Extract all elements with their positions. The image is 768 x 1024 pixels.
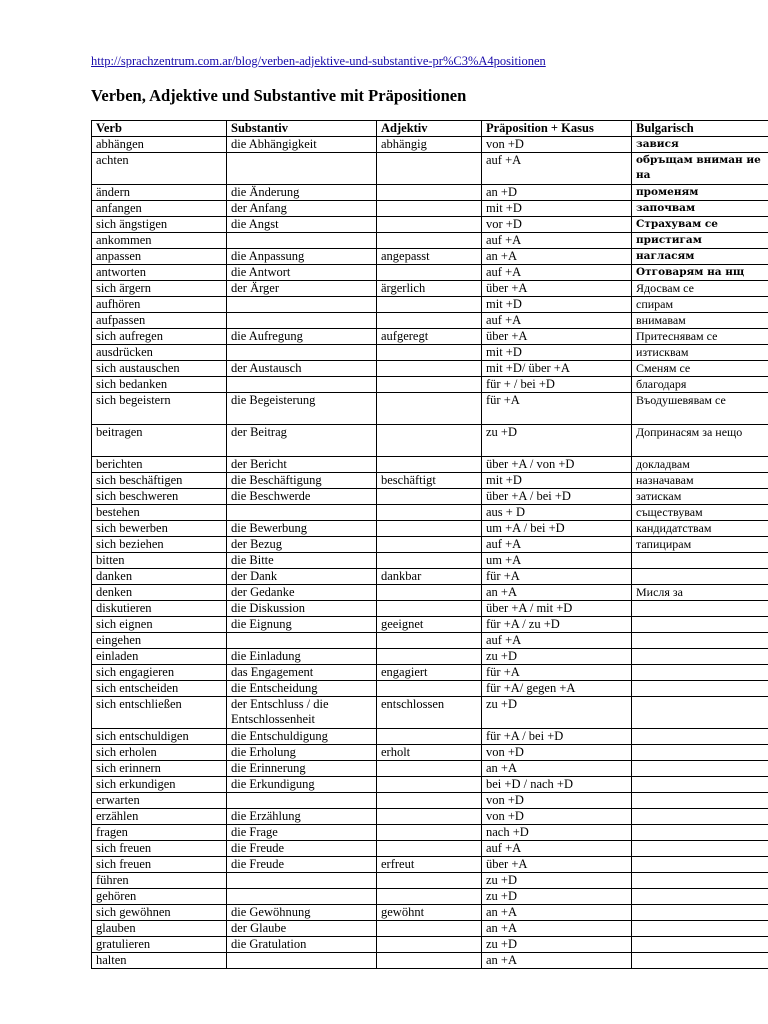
cell-verb: aufpassen — [92, 313, 227, 329]
cell-preposition: für +A / zu +D — [482, 617, 632, 633]
cell-noun: die Bitte — [227, 553, 377, 569]
cell-verb: danken — [92, 569, 227, 585]
table-row — [92, 809, 768, 825]
cell-noun — [227, 233, 377, 249]
table-row — [92, 329, 768, 345]
cell-bulgarian: кандидатствам — [632, 521, 768, 537]
cell-preposition: zu +D — [482, 937, 632, 953]
table-row — [92, 729, 768, 745]
cell-bulgarian: благодаря — [632, 377, 768, 393]
cell-verb: sich freuen — [92, 857, 227, 873]
cell-adjective: aufgeregt — [377, 329, 482, 345]
cell-preposition: mit +D — [482, 473, 632, 489]
cell-preposition: um +A / bei +D — [482, 521, 632, 537]
cell-verb: sich ärgern — [92, 281, 227, 297]
cell-bulgarian — [632, 889, 768, 905]
cell-bulgarian — [632, 937, 768, 953]
cell-bulgarian — [632, 761, 768, 777]
cell-preposition: auf +A — [482, 233, 632, 249]
cell-bulgarian: съществувам — [632, 505, 768, 521]
cell-bulgarian — [632, 569, 768, 585]
cell-adjective — [377, 793, 482, 809]
cell-verb: gratulieren — [92, 937, 227, 953]
cell-bulgarian: Мисля за — [632, 585, 768, 601]
cell-verb: gehören — [92, 889, 227, 905]
table-row — [92, 265, 768, 281]
table-row — [92, 649, 768, 665]
cell-preposition: nach +D — [482, 825, 632, 841]
cell-noun — [227, 633, 377, 649]
table-row — [92, 681, 768, 697]
cell-adjective — [377, 649, 482, 665]
table-row — [92, 665, 768, 681]
cell-verb: sich erholen — [92, 745, 227, 761]
cell-verb: berichten — [92, 457, 227, 473]
cell-preposition: über +A / bei +D — [482, 489, 632, 505]
cell-adjective — [377, 921, 482, 937]
table-row — [92, 233, 768, 249]
cell-verb: aufhören — [92, 297, 227, 313]
cell-noun: der Entschluss / die Entschlossenheit — [227, 697, 377, 729]
cell-adjective — [377, 761, 482, 777]
cell-bulgarian: Допринасям за нещо — [632, 425, 768, 457]
table-row — [92, 201, 768, 217]
table-row — [92, 569, 768, 585]
column-header-adjective: Adjektiv — [377, 121, 482, 137]
table-row — [92, 889, 768, 905]
cell-bulgarian — [632, 809, 768, 825]
cell-verb: sich beziehen — [92, 537, 227, 553]
cell-preposition: mit +D/ über +A — [482, 361, 632, 377]
table-row — [92, 601, 768, 617]
preposition-table — [91, 120, 768, 969]
table-row — [92, 761, 768, 777]
cell-noun: die Freude — [227, 841, 377, 857]
table-row — [92, 841, 768, 857]
cell-noun: die Einladung — [227, 649, 377, 665]
cell-adjective — [377, 729, 482, 745]
cell-noun — [227, 873, 377, 889]
cell-preposition: auf +A — [482, 537, 632, 553]
cell-preposition: aus + D — [482, 505, 632, 521]
cell-verb: anpassen — [92, 249, 227, 265]
cell-verb: ändern — [92, 185, 227, 201]
cell-adjective — [377, 457, 482, 473]
cell-adjective: angepasst — [377, 249, 482, 265]
cell-noun: die Gewöhnung — [227, 905, 377, 921]
cell-adjective — [377, 297, 482, 313]
cell-verb: fragen — [92, 825, 227, 841]
cell-adjective — [377, 889, 482, 905]
cell-preposition: über +A / von +D — [482, 457, 632, 473]
cell-bulgarian: Ядосвам се — [632, 281, 768, 297]
cell-verb: einladen — [92, 649, 227, 665]
cell-bulgarian — [632, 873, 768, 889]
cell-adjective — [377, 873, 482, 889]
table-row — [92, 185, 768, 201]
column-header-verb: Verb — [92, 121, 227, 137]
cell-bulgarian: назначавам — [632, 473, 768, 489]
table-row — [92, 921, 768, 937]
table-row — [92, 505, 768, 521]
cell-preposition: an +A — [482, 905, 632, 921]
cell-adjective — [377, 313, 482, 329]
cell-adjective: erfreut — [377, 857, 482, 873]
cell-noun: der Glaube — [227, 921, 377, 937]
cell-adjective: erholt — [377, 745, 482, 761]
cell-bulgarian: внимавам — [632, 313, 768, 329]
table-row — [92, 137, 768, 153]
table-header-row — [92, 121, 768, 137]
cell-noun: der Austausch — [227, 361, 377, 377]
cell-bulgarian: завися — [632, 137, 768, 153]
cell-adjective: abhängig — [377, 137, 482, 153]
cell-preposition: an +A — [482, 921, 632, 937]
cell-preposition: auf +A — [482, 265, 632, 281]
cell-verb: sich austauschen — [92, 361, 227, 377]
cell-verb: sich entschuldigen — [92, 729, 227, 745]
table-row — [92, 361, 768, 377]
cell-adjective — [377, 777, 482, 793]
cell-preposition: an +A — [482, 585, 632, 601]
cell-adjective — [377, 201, 482, 217]
cell-adjective — [377, 681, 482, 697]
cell-noun: der Bericht — [227, 457, 377, 473]
cell-adjective — [377, 217, 482, 233]
cell-adjective: dankbar — [377, 569, 482, 585]
cell-noun — [227, 953, 377, 969]
cell-preposition: von +D — [482, 745, 632, 761]
cell-noun: die Erinnerung — [227, 761, 377, 777]
cell-noun: die Beschwerde — [227, 489, 377, 505]
cell-preposition: für +A/ gegen +A — [482, 681, 632, 697]
cell-noun — [227, 313, 377, 329]
cell-verb: erwarten — [92, 793, 227, 809]
cell-noun: der Ärger — [227, 281, 377, 297]
table-row — [92, 345, 768, 361]
cell-preposition: an +D — [482, 185, 632, 201]
cell-bulgarian: Страхувам се — [632, 217, 768, 233]
cell-preposition: auf +A — [482, 633, 632, 649]
cell-bulgarian — [632, 601, 768, 617]
cell-preposition: für + / bei +D — [482, 377, 632, 393]
cell-bulgarian — [632, 665, 768, 681]
cell-verb: sich entschließen — [92, 697, 227, 729]
cell-bulgarian: тапицирам — [632, 537, 768, 553]
cell-verb: sich gewöhnen — [92, 905, 227, 921]
cell-verb: ankommen — [92, 233, 227, 249]
table-row — [92, 825, 768, 841]
table-row — [92, 937, 768, 953]
cell-bulgarian: спирам — [632, 297, 768, 313]
table-row — [92, 873, 768, 889]
cell-verb: sich beschweren — [92, 489, 227, 505]
cell-verb: sich entscheiden — [92, 681, 227, 697]
cell-bulgarian: пристигам — [632, 233, 768, 249]
source-link[interactable]: http://sprachzentrum.com.ar/blog/verben-adjektive-und-substantive-pr%C3%A4positionen — [91, 54, 546, 68]
cell-verb: sich beschäftigen — [92, 473, 227, 489]
cell-bulgarian: Сменям се — [632, 361, 768, 377]
cell-preposition: auf +A — [482, 313, 632, 329]
cell-noun — [227, 793, 377, 809]
page-title: Verben, Adjektive und Substantive mit Präpositionen — [91, 86, 467, 105]
cell-adjective — [377, 825, 482, 841]
cell-adjective: geeignet — [377, 617, 482, 633]
table-row — [92, 281, 768, 297]
column-header-preposition: Präposition + Kasus — [482, 121, 632, 137]
column-header-noun: Substantiv — [227, 121, 377, 137]
cell-preposition: für +A / bei +D — [482, 729, 632, 745]
cell-adjective — [377, 537, 482, 553]
table-row — [92, 521, 768, 537]
cell-preposition: für +A — [482, 665, 632, 681]
cell-verb: sich eignen — [92, 617, 227, 633]
cell-verb: anfangen — [92, 201, 227, 217]
cell-noun: die Anpassung — [227, 249, 377, 265]
cell-bulgarian: Отговарям на нщ — [632, 265, 768, 281]
cell-verb: sich erkundigen — [92, 777, 227, 793]
cell-bulgarian: обръщам вниман ие на — [632, 153, 768, 185]
cell-verb: erzählen — [92, 809, 227, 825]
cell-bulgarian — [632, 553, 768, 569]
table-row — [92, 489, 768, 505]
cell-adjective — [377, 937, 482, 953]
cell-preposition: zu +D — [482, 425, 632, 457]
cell-verb: diskutieren — [92, 601, 227, 617]
cell-verb: ausdrücken — [92, 345, 227, 361]
cell-adjective: entschlossen — [377, 697, 482, 729]
cell-adjective — [377, 553, 482, 569]
table-row — [92, 553, 768, 569]
table-row — [92, 425, 768, 457]
table-row — [92, 153, 768, 185]
cell-preposition: zu +D — [482, 697, 632, 729]
cell-adjective: gewöhnt — [377, 905, 482, 921]
cell-verb: sich begeistern — [92, 393, 227, 425]
cell-noun: die Erkundigung — [227, 777, 377, 793]
cell-preposition: um +A — [482, 553, 632, 569]
cell-adjective: beschäftigt — [377, 473, 482, 489]
cell-adjective — [377, 809, 482, 825]
cell-noun: die Freude — [227, 857, 377, 873]
cell-bulgarian — [632, 953, 768, 969]
table-row — [92, 377, 768, 393]
cell-bulgarian — [632, 649, 768, 665]
cell-verb: beitragen — [92, 425, 227, 457]
cell-preposition: mit +D — [482, 201, 632, 217]
cell-bulgarian — [632, 921, 768, 937]
cell-bulgarian: затискам — [632, 489, 768, 505]
table-row — [92, 857, 768, 873]
table-row — [92, 617, 768, 633]
cell-adjective — [377, 953, 482, 969]
table-row — [92, 313, 768, 329]
cell-bulgarian — [632, 777, 768, 793]
cell-bulgarian: изтисквам — [632, 345, 768, 361]
cell-verb: bitten — [92, 553, 227, 569]
cell-noun — [227, 889, 377, 905]
cell-noun — [227, 345, 377, 361]
cell-adjective — [377, 185, 482, 201]
cell-noun: die Beschäftigung — [227, 473, 377, 489]
cell-preposition: an +A — [482, 249, 632, 265]
cell-preposition: vor +D — [482, 217, 632, 233]
cell-adjective — [377, 265, 482, 281]
cell-preposition: auf +A — [482, 153, 632, 185]
cell-adjective — [377, 489, 482, 505]
table-row — [92, 777, 768, 793]
cell-noun: die Antwort — [227, 265, 377, 281]
cell-preposition: zu +D — [482, 873, 632, 889]
cell-bulgarian — [632, 697, 768, 729]
cell-bulgarian: променям — [632, 185, 768, 201]
cell-noun: die Änderung — [227, 185, 377, 201]
cell-adjective — [377, 585, 482, 601]
cell-bulgarian: Въодушевявам се — [632, 393, 768, 425]
cell-noun: die Erholung — [227, 745, 377, 761]
cell-preposition: von +D — [482, 793, 632, 809]
cell-preposition: von +D — [482, 137, 632, 153]
cell-bulgarian — [632, 617, 768, 633]
cell-preposition: mit +D — [482, 297, 632, 313]
cell-bulgarian: нагласям — [632, 249, 768, 265]
cell-preposition: bei +D / nach +D — [482, 777, 632, 793]
cell-noun — [227, 297, 377, 313]
cell-noun: die Gratulation — [227, 937, 377, 953]
cell-noun — [227, 377, 377, 393]
cell-verb: sich aufregen — [92, 329, 227, 345]
cell-preposition: zu +D — [482, 889, 632, 905]
cell-adjective — [377, 633, 482, 649]
cell-noun: die Bewerbung — [227, 521, 377, 537]
cell-verb: glauben — [92, 921, 227, 937]
table-row — [92, 697, 768, 729]
cell-noun: das Engagement — [227, 665, 377, 681]
cell-verb: halten — [92, 953, 227, 969]
table-row — [92, 953, 768, 969]
cell-preposition: an +A — [482, 953, 632, 969]
cell-bulgarian: започвам — [632, 201, 768, 217]
cell-adjective — [377, 521, 482, 537]
cell-verb: antworten — [92, 265, 227, 281]
cell-adjective — [377, 393, 482, 425]
cell-preposition: über +A — [482, 329, 632, 345]
cell-preposition: über +A — [482, 281, 632, 297]
cell-noun: die Erzählung — [227, 809, 377, 825]
cell-verb: führen — [92, 873, 227, 889]
table-row — [92, 217, 768, 233]
cell-adjective — [377, 377, 482, 393]
cell-bulgarian — [632, 745, 768, 761]
cell-verb: sich bedanken — [92, 377, 227, 393]
cell-verb: achten — [92, 153, 227, 185]
cell-noun: die Diskussion — [227, 601, 377, 617]
cell-preposition: über +A / mit +D — [482, 601, 632, 617]
cell-adjective — [377, 361, 482, 377]
cell-preposition: zu +D — [482, 649, 632, 665]
cell-bulgarian — [632, 905, 768, 921]
cell-preposition: von +D — [482, 809, 632, 825]
cell-bulgarian — [632, 633, 768, 649]
cell-adjective: ärgerlich — [377, 281, 482, 297]
cell-verb: sich erinnern — [92, 761, 227, 777]
cell-verb: denken — [92, 585, 227, 601]
cell-bulgarian — [632, 841, 768, 857]
cell-bulgarian — [632, 729, 768, 745]
table-row — [92, 745, 768, 761]
cell-bulgarian — [632, 825, 768, 841]
cell-noun: die Aufregung — [227, 329, 377, 345]
table-row — [92, 905, 768, 921]
cell-bulgarian: Притеснявам се — [632, 329, 768, 345]
cell-adjective — [377, 345, 482, 361]
table-row — [92, 393, 768, 425]
cell-verb: sich freuen — [92, 841, 227, 857]
table-row — [92, 793, 768, 809]
cell-verb: bestehen — [92, 505, 227, 521]
cell-verb: eingehen — [92, 633, 227, 649]
cell-noun: der Beitrag — [227, 425, 377, 457]
cell-preposition: an +A — [482, 761, 632, 777]
cell-noun: die Frage — [227, 825, 377, 841]
cell-verb: sich engagieren — [92, 665, 227, 681]
cell-verb: abhängen — [92, 137, 227, 153]
cell-adjective — [377, 153, 482, 185]
table-row — [92, 585, 768, 601]
table-row — [92, 537, 768, 553]
cell-noun: der Bezug — [227, 537, 377, 553]
cell-noun: der Gedanke — [227, 585, 377, 601]
cell-noun: der Anfang — [227, 201, 377, 217]
cell-noun: der Dank — [227, 569, 377, 585]
cell-preposition: für +A — [482, 569, 632, 585]
cell-preposition: mit +D — [482, 345, 632, 361]
cell-adjective — [377, 425, 482, 457]
cell-adjective — [377, 505, 482, 521]
cell-noun: die Entscheidung — [227, 681, 377, 697]
table-row — [92, 249, 768, 265]
cell-preposition: auf +A — [482, 841, 632, 857]
cell-adjective: engagiert — [377, 665, 482, 681]
cell-noun: die Abhängigkeit — [227, 137, 377, 153]
cell-bulgarian — [632, 793, 768, 809]
cell-verb: sich ängstigen — [92, 217, 227, 233]
cell-noun: die Angst — [227, 217, 377, 233]
cell-preposition: über +A — [482, 857, 632, 873]
cell-bulgarian — [632, 681, 768, 697]
table-row — [92, 473, 768, 489]
cell-noun — [227, 153, 377, 185]
cell-noun — [227, 505, 377, 521]
table-row — [92, 457, 768, 473]
column-header-bulgarian: Bulgarisch — [632, 121, 768, 137]
cell-bulgarian — [632, 857, 768, 873]
table-row — [92, 297, 768, 313]
cell-adjective — [377, 601, 482, 617]
cell-noun: die Eignung — [227, 617, 377, 633]
cell-noun: die Begeisterung — [227, 393, 377, 425]
cell-preposition: für +A — [482, 393, 632, 425]
cell-adjective — [377, 233, 482, 249]
cell-noun: die Entschuldigung — [227, 729, 377, 745]
cell-adjective — [377, 841, 482, 857]
cell-verb: sich bewerben — [92, 521, 227, 537]
cell-bulgarian: докладвам — [632, 457, 768, 473]
table-row — [92, 633, 768, 649]
